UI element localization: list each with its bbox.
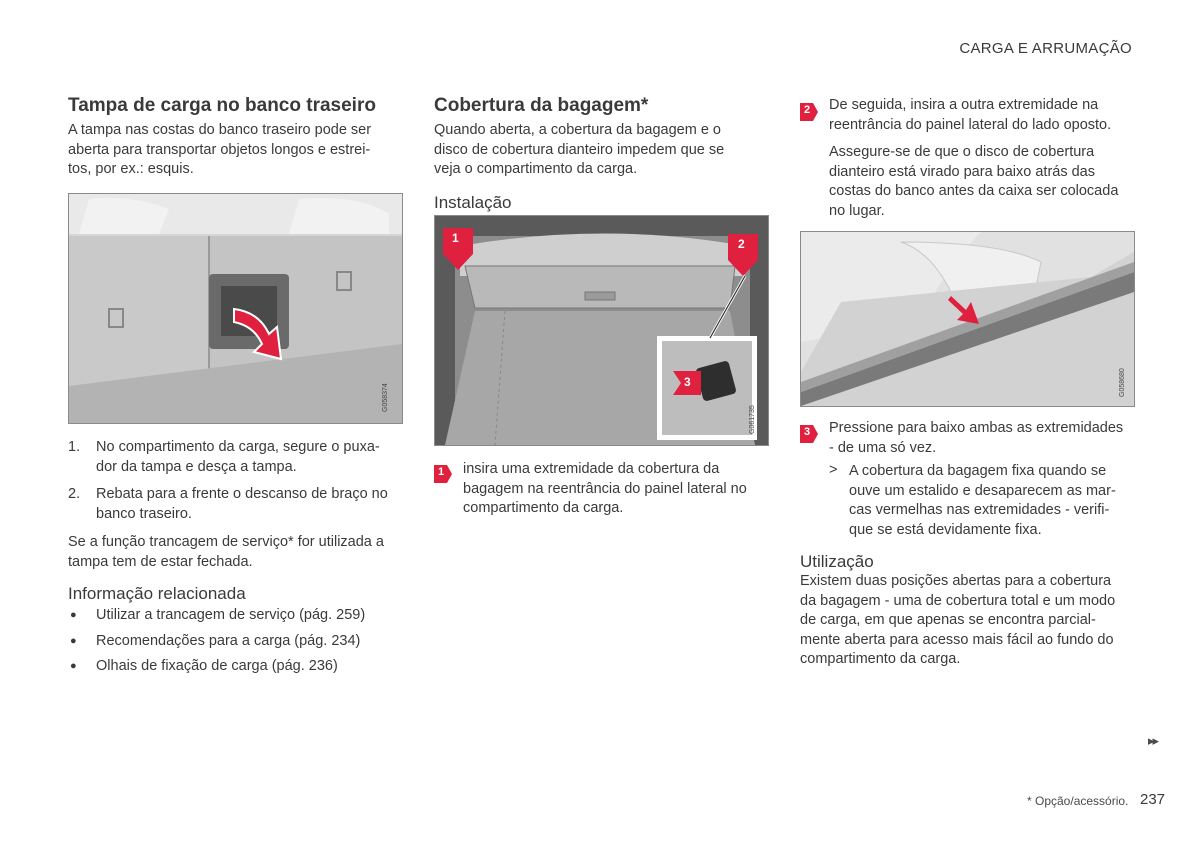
intro-line: veja o compartimento da carga.	[434, 161, 638, 177]
step-2	[800, 96, 1135, 221]
usage-line: Existem duas posições abertas para a cobertura	[800, 573, 1112, 589]
cargo-cover-press-image	[800, 231, 1135, 407]
step-number: 2.	[68, 486, 81, 502]
step-line: reentrância do painel lateral do lado oposto.	[829, 116, 1112, 133]
note-line: dianteiro está virado para baixo atrás das	[829, 163, 1095, 180]
note-line: costas do banco antes da caixa ser colocada	[829, 183, 1119, 199]
step-number: 1.	[68, 439, 81, 455]
step-line: insira uma extremidade da cobertura da	[463, 461, 720, 477]
rear-seat-hatch-image	[68, 193, 403, 424]
step-line: bagagem na reentrância do painel lateral no	[463, 480, 747, 497]
cargo-cover-installation-image	[434, 215, 769, 446]
step-line: Pressione para baixo ambas as extremidades	[829, 420, 1124, 436]
column-2	[434, 95, 769, 213]
intro-paragraph	[68, 121, 403, 180]
step-line: dor da tampa e desça a tampa.	[96, 458, 297, 475]
step-3-number: 3	[804, 426, 811, 438]
image-code: G058680	[1119, 368, 1126, 397]
bullet-icon: ●	[70, 634, 77, 647]
step-1	[434, 460, 769, 519]
result-line: A cobertura da bagagem fixa quando se	[849, 463, 1107, 479]
bullet-icon: ●	[70, 609, 77, 621]
intro-line: tos, por ex.: esquis.	[68, 161, 194, 177]
step-2-number: 2	[804, 104, 811, 116]
related-link-text[interactable]: Recomendações para a carga (pág. 234)	[96, 632, 361, 649]
related-info	[68, 584, 403, 677]
step-line: No compartimento da carga, segure o puxa-	[96, 439, 380, 455]
continue-arrows-icon: ▸▸	[1148, 733, 1158, 748]
bullet-icon: ●	[70, 660, 77, 672]
step-2-note	[829, 143, 1135, 221]
installation-title: Instalação	[434, 192, 512, 212]
note-line: no lugar.	[829, 202, 885, 219]
usage-line: mente aberta para acesso mais fácil ao fundo do	[800, 631, 1114, 648]
usage-line: compartimento da carga.	[800, 651, 961, 667]
step-3-result	[829, 462, 1135, 540]
step-line: Rebata para a frente o descanso de braço no	[96, 486, 388, 502]
related-link-text[interactable]: Olhais de fixação de carga (pág. 236)	[96, 658, 338, 674]
step-line: - de uma só vez.	[829, 439, 937, 456]
usage-line: de carga, em que apenas se encontra parcial-	[800, 612, 1096, 628]
result-line: ouve um estalido e desaparecem as mar-	[849, 482, 1116, 499]
intro-line: disco de cobertura dianteiro impedem que se	[434, 141, 725, 158]
marker-1: 1	[452, 231, 459, 245]
image-code: G058374	[382, 383, 389, 412]
section-header: CARGA E ARRUMAÇÃO	[959, 40, 1132, 57]
list-item	[68, 438, 403, 477]
step-1-number: 1	[438, 466, 445, 478]
steps-list	[68, 438, 403, 524]
related-link[interactable]	[68, 632, 403, 652]
note-line: Se a função trancagem de serviço* for utilizada a	[68, 534, 384, 550]
step-line: banco traseiro.	[96, 505, 192, 522]
related-link[interactable]	[68, 657, 403, 677]
usage-section	[800, 552, 1135, 670]
related-link-text[interactable]: Utilizar a trancagem de serviço (pág. 259)	[96, 607, 366, 623]
step-line: De seguida, insira a outra extremidade na	[829, 97, 1099, 113]
section-title-cargo-cover: Cobertura da bagagem*	[434, 95, 649, 116]
step-3	[800, 419, 1135, 540]
marker-3: 3	[684, 375, 691, 389]
usage-line: da bagagem - uma de cobertura total e um modo	[800, 592, 1116, 609]
note-line: tampa tem de estar fechada.	[68, 553, 253, 570]
related-info-title: Informação relacionada	[68, 584, 246, 603]
marker-2: 2	[738, 237, 745, 251]
column-1	[68, 95, 403, 180]
service-lock-note	[68, 533, 403, 572]
intro-line: A tampa nas costas do banco traseiro pode ser	[68, 122, 372, 138]
section-title-rear-hatch: Tampa de carga no banco traseiro	[68, 95, 376, 116]
intro-line: Quando aberta, a cobertura da bagagem e o	[434, 122, 721, 138]
intro-line: aberta para transportar objetos longos e estrei-	[68, 141, 371, 158]
list-item	[68, 485, 403, 524]
note-line: Assegure-se de que o disco de cobertura	[829, 144, 1095, 160]
related-link[interactable]	[68, 606, 403, 626]
result-line: que se está devidamente fixa.	[849, 521, 1042, 538]
page-number: 237	[1140, 791, 1166, 808]
result-marker-icon: >	[829, 462, 838, 478]
usage-title: Utilização	[800, 552, 874, 571]
step-line: compartimento da carga.	[463, 500, 624, 516]
footnote: * Opção/acessório.	[1027, 794, 1129, 808]
image-code: G061735	[749, 405, 756, 434]
result-line: cas vermelhas nas extremidades - verifi-	[849, 502, 1110, 518]
